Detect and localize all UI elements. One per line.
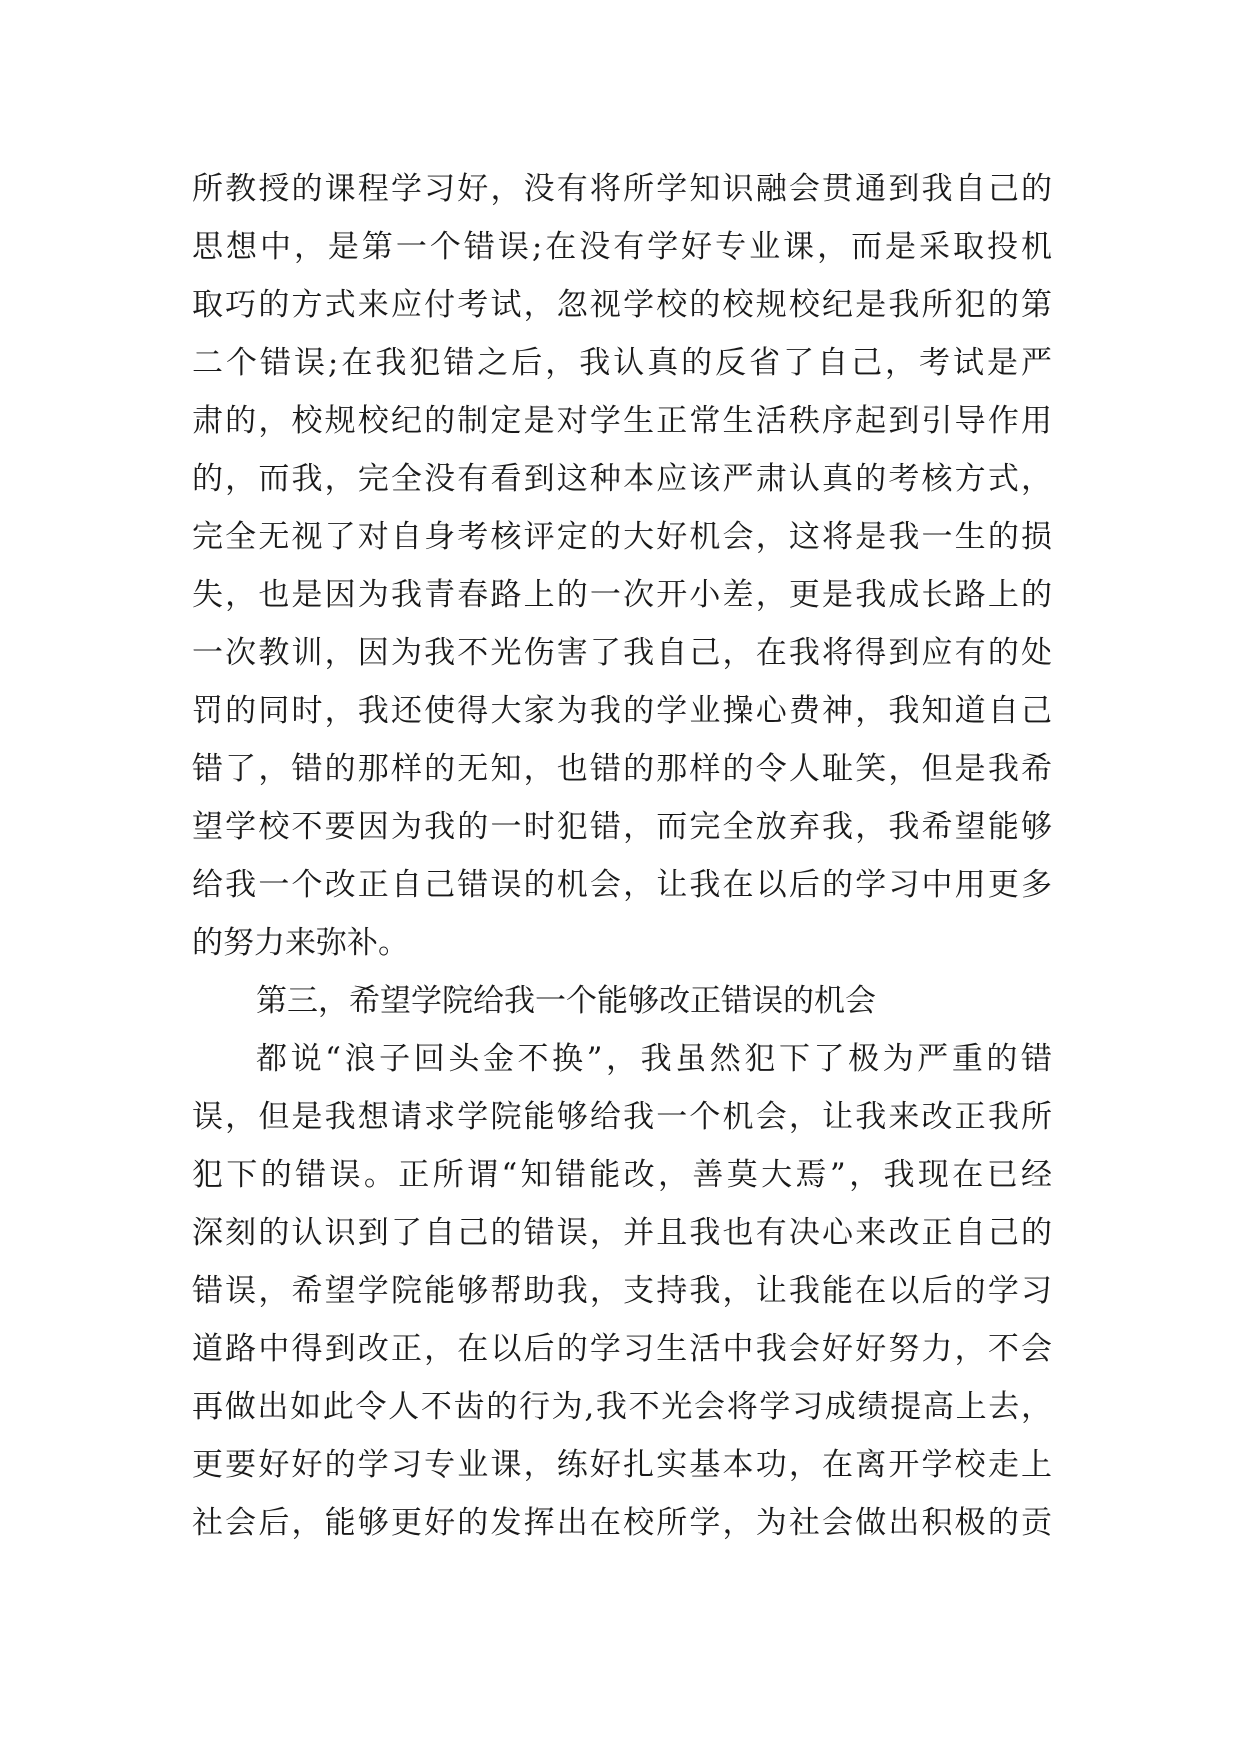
text-line: 错误，希望学院能够帮助我，支持我，让我能在以后的学习	[192, 1273, 1052, 1309]
text-line: 社会后，能够更好的发挥出在校所学，为社会做出积极的贡	[192, 1505, 1052, 1541]
text-line: 再做出如此令人不齿的行为,我不光会将学习成绩提高上去，	[192, 1389, 1052, 1425]
text-line: 的努力来弥补。	[192, 925, 409, 961]
text-line: 深刻的认识到了自己的错误，并且我也有决心来改正自己的	[192, 1215, 1052, 1251]
text-line: 望学校不要因为我的一时犯错，而完全放弃我，我希望能够	[192, 809, 1052, 845]
text-line: 完全无视了对自身考核评定的大好机会，这将是我一生的损	[192, 519, 1052, 555]
text-line: 道路中得到改正，在以后的学习生活中我会好好努力，不会	[192, 1331, 1052, 1367]
text-line: 失，也是因为我青春路上的一次开小差，更是我成长路上的	[192, 577, 1052, 613]
text-line: 更要好好的学习专业课，练好扎实基本功，在离开学校走上	[192, 1447, 1052, 1483]
text-line: 肃的，校规校纪的制定是对学生正常生活秩序起到引导作用	[192, 403, 1052, 439]
text-line: 的，而我，完全没有看到这种本应该严肃认真的考核方式，	[192, 461, 1052, 497]
body-text	[192, 160, 1052, 1552]
text-line: 所教授的课程学习好，没有将所学知识融会贯通到我自己的	[192, 171, 1052, 207]
text-line: 思想中，是第一个错误;在没有学好专业课，而是采取投机	[192, 229, 1052, 265]
paragraph-first-line: 第三，希望学院给我一个能够改正错误的机会	[256, 983, 876, 1019]
paragraph-first-line: 都说“浪子回头金不换”，我虽然犯下了极为严重的错	[256, 1041, 1052, 1077]
text-line: 取巧的方式来应付考试，忽视学校的校规校纪是我所犯的第	[192, 287, 1052, 323]
text-line: 二个错误;在我犯错之后，我认真的反省了自己，考试是严	[192, 345, 1052, 381]
text-line: 犯下的错误。正所谓“知错能改，善莫大焉”，我现在已经	[192, 1157, 1052, 1193]
text-line: 一次教训，因为我不光伤害了我自己，在我将得到应有的处	[192, 635, 1052, 671]
text-line: 给我一个改正自己错误的机会，让我在以后的学习中用更多	[192, 867, 1052, 903]
text-line: 罚的同时，我还使得大家为我的学业操心费神，我知道自己	[192, 693, 1052, 729]
text-line: 误，但是我想请求学院能够给我一个机会，让我来改正我所	[192, 1099, 1052, 1135]
text-line: 错了，错的那样的无知，也错的那样的令人耻笑，但是我希	[192, 751, 1052, 787]
